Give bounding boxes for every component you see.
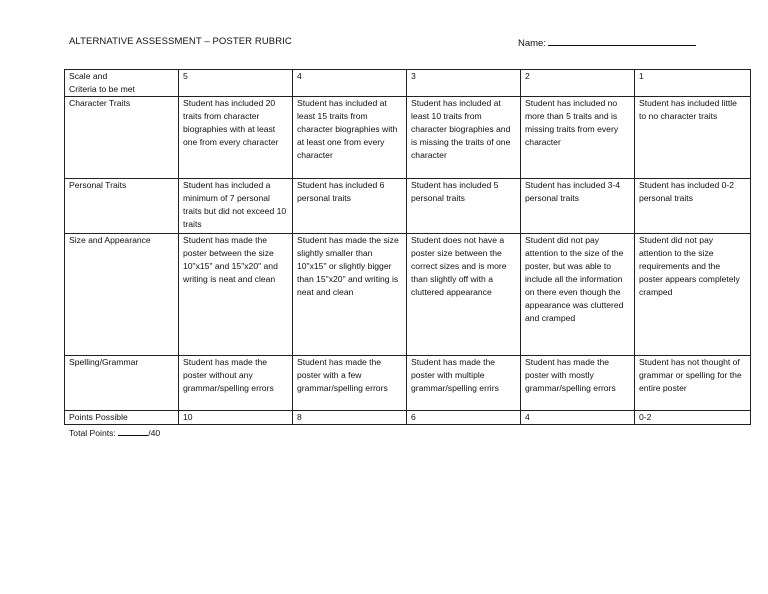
row-personal-traits: [65, 179, 751, 234]
total-points-label: Total Points:: [69, 428, 116, 438]
rubric-cell: Student has not thought of grammar or spelling for the entire poster: [635, 356, 751, 411]
criterion-label: Character Traits: [65, 97, 179, 179]
rubric-cell: Student has included 5 personal traits: [407, 179, 521, 234]
row-character-traits: [65, 97, 751, 179]
rubric-cell: Student has made the size slightly smaller than 10"x15" or slightly bigger than 15"x20" and writing is neat and clean: [293, 234, 407, 356]
header-criteria-label: Scale and Criteria to be met: [69, 71, 135, 94]
rubric-cell: Student has made the poster between the size 10"x15" and 15"x20" and writing is neat and clean: [179, 234, 293, 356]
rubric-cell: Student has made the poster with a few grammar/spelling errors: [293, 356, 407, 411]
name-blank-line: [548, 36, 696, 46]
rubric-cell: Student has made the poster without any grammar/spelling errors: [179, 356, 293, 411]
rubric-cell: Student has included at least 10 traits from character biographies and is missing the traits of one character: [407, 97, 521, 179]
name-field: [518, 36, 696, 49]
total-points: [69, 427, 160, 438]
header-score-5: 5: [179, 70, 293, 97]
rubric-table: [64, 69, 751, 425]
header-criteria: [65, 70, 179, 97]
rubric-header-row: [65, 70, 751, 97]
rubric-cell: Student does not have a poster size between the correct sizes and is more than slightly off with a cluttered appearance: [407, 234, 521, 356]
document-title: ALTERNATIVE ASSESSMENT – POSTER RUBRIC: [69, 36, 292, 47]
rubric-cell: Student has included 6 personal traits: [293, 179, 407, 234]
rubric-cell: Student has included 3-4 personal traits: [521, 179, 635, 234]
rubric-cell: Student has made the poster with mostly grammar/spelling errors: [521, 356, 635, 411]
rubric-cell: Student has made the poster with multiple grammar/spelling errirs: [407, 356, 521, 411]
points-value: 8: [293, 411, 407, 425]
name-label: Name:: [518, 38, 546, 49]
header-score-3: 3: [407, 70, 521, 97]
rubric-cell: Student has included no more than 5 traits and is missing traits from every character: [521, 97, 635, 179]
header-score-4: 4: [293, 70, 407, 97]
rubric-cell: Student did not pay attention to the size of the poster, but was able to include all the information on there even though the appearance was cluttered and cramped: [521, 234, 635, 356]
rubric-cell: Student did not pay attention to the size requirements and the poster appears completely cramped: [635, 234, 751, 356]
rubric-cell: Student has included 20 traits from character biographies with at least one from every character: [179, 97, 293, 179]
criterion-label: Personal Traits: [65, 179, 179, 234]
row-size-and-appearance: [65, 234, 751, 356]
total-points-blank: [118, 427, 148, 436]
rubric-cell: Student has included at least 15 traits from character biographies with at least one from every character: [293, 97, 407, 179]
rubric-cell: Student has included a minimum of 7 personal traits but did not exceed 10 traits: [179, 179, 293, 234]
row-spelling-grammar: [65, 356, 751, 411]
points-value: 0-2: [635, 411, 751, 425]
rubric-cell: Student has included little to no character traits: [635, 97, 751, 179]
points-value: 10: [179, 411, 293, 425]
criterion-label: Spelling/Grammar: [65, 356, 179, 411]
total-points-max: /40: [148, 428, 161, 438]
points-value: 6: [407, 411, 521, 425]
header-score-2: 2: [521, 70, 635, 97]
criterion-label: Size and Appearance: [65, 234, 179, 356]
points-value: 4: [521, 411, 635, 425]
row-points-possible: [65, 411, 751, 425]
points-label: Points Possible: [65, 411, 179, 425]
rubric-cell: Student has included 0-2 personal traits: [635, 179, 751, 234]
header-score-1: 1: [635, 70, 751, 97]
